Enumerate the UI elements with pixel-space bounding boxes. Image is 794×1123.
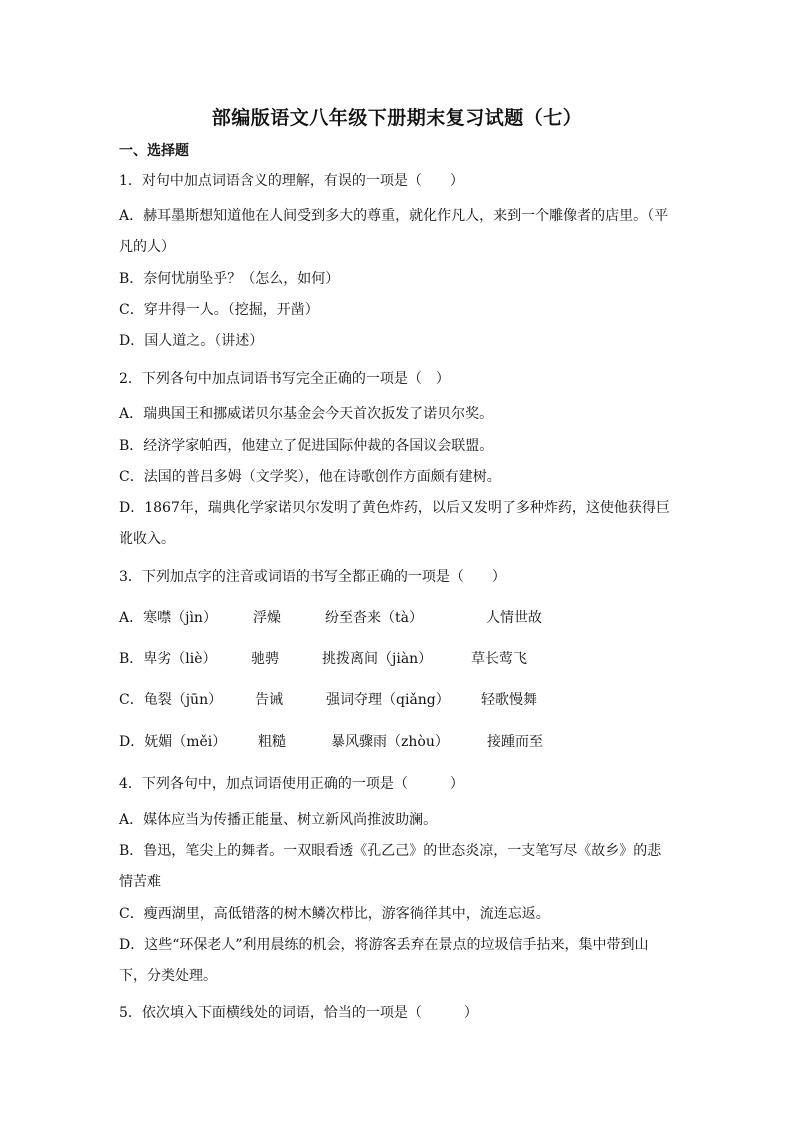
question-4-option-d: D．这些“环保老人”利用晨练的机会，将游客丢弃在景点的垃圾信手拈来，集中带到山 — [119, 937, 649, 953]
question-3-option-a — [119, 609, 542, 627]
question-2-option-c: C．法国的普吕多姆（文学奖），他在诗歌创作方面颇有建树。 — [119, 469, 501, 485]
option-term: 驰骋 — [251, 651, 279, 667]
option-term: 纷至沓来（tà） — [325, 610, 423, 626]
question-4-option-b-cont: 情苦难 — [119, 874, 161, 890]
option-term: 浮燥 — [253, 610, 281, 626]
question-4-option-d-cont: 下，分类处理。 — [119, 968, 217, 984]
question-1-option-a: A．赫耳墨斯想知道他在人间受到多大的尊重，就化作凡人，来到一个雕像者的店里。（平 — [119, 208, 669, 224]
question-stem-1: 1．对句中加点词语含义的理解，有误的一项是（ ） — [119, 173, 464, 189]
page-title: 部编版语文八年级下册期末复习试题（七） — [211, 107, 583, 129]
question-4-option-b: B．鲁迅，笔尖上的舞者。一双眼看透《孔乙己》的世态炎凉，一支笔写尽《故乡》的悲 — [119, 843, 662, 859]
option-term: 强词夺理（qiǎng） — [326, 692, 450, 708]
question-stem-3: 3．下列加点字的注音或词语的书写全都正确的一项是（ ） — [119, 569, 506, 585]
question-3-option-c — [119, 691, 537, 709]
question-2-option-d-cont: 讹收入。 — [119, 531, 175, 547]
option-term: B．卑劣（liè） — [119, 651, 217, 667]
question-1-option-c: C．穿井得一人。（挖掘，开凿） — [119, 302, 319, 318]
question-stem-4: 4．下列各句中，加点词语使用正确的一项是（ ） — [119, 776, 464, 792]
question-stem-5: 5．依次填入下面横线处的词语，恰当的一项是（ ） — [119, 1005, 478, 1021]
option-term: C．龟裂（jūn） — [119, 692, 223, 708]
option-term: 轻歌慢舞 — [481, 692, 537, 708]
question-2-option-d: D．1867年，瑞典化学家诺贝尔发明了黄色炸药，以后又发明了多种炸药，这使他获得巨 — [119, 500, 670, 516]
option-term: 接踵而至 — [487, 734, 543, 750]
question-4-option-a: A．媒体应当为传播正能量、树立新风尚推波助澜。 — [119, 812, 438, 828]
question-1-option-d: D．国人道之。（讲述） — [119, 333, 264, 349]
question-1-option-a-cont: 凡的人） — [119, 239, 175, 255]
option-term: 告诫 — [255, 692, 283, 708]
option-term: 粗糙 — [258, 734, 286, 750]
option-term: A．寒噤（jìn） — [119, 610, 217, 626]
option-term: D．妩媚（měi） — [119, 734, 227, 750]
question-stem-2: 2．下列各句中加点词语书写完全正确的一项是（ ） — [119, 371, 450, 387]
question-2-option-b: B．经济学家帕西，他建立了促进国际仲裁的各国议会联盟。 — [119, 438, 494, 454]
option-term: 挑拨离间（jiàn） — [322, 651, 433, 667]
question-1-option-b: B．奈何忧崩坠乎？（怎么，如何） — [119, 271, 340, 287]
question-2-option-a: A．瑞典国王和挪威诺贝尔基金会今天首次扳发了诺贝尔奖。 — [119, 406, 494, 422]
question-3-option-d — [119, 733, 543, 751]
question-3-option-b — [119, 650, 527, 668]
option-term: 草长莺飞 — [471, 651, 527, 667]
question-4-option-c: C．瘦西湖里，高低错落的树木鳞次栉比，游客徜徉其中，流连忘返。 — [119, 906, 550, 922]
option-term: 暴风骤雨（zhòu） — [331, 734, 449, 750]
option-term: 人情世故 — [486, 610, 542, 626]
section-heading: 一、选择题 — [119, 143, 189, 159]
